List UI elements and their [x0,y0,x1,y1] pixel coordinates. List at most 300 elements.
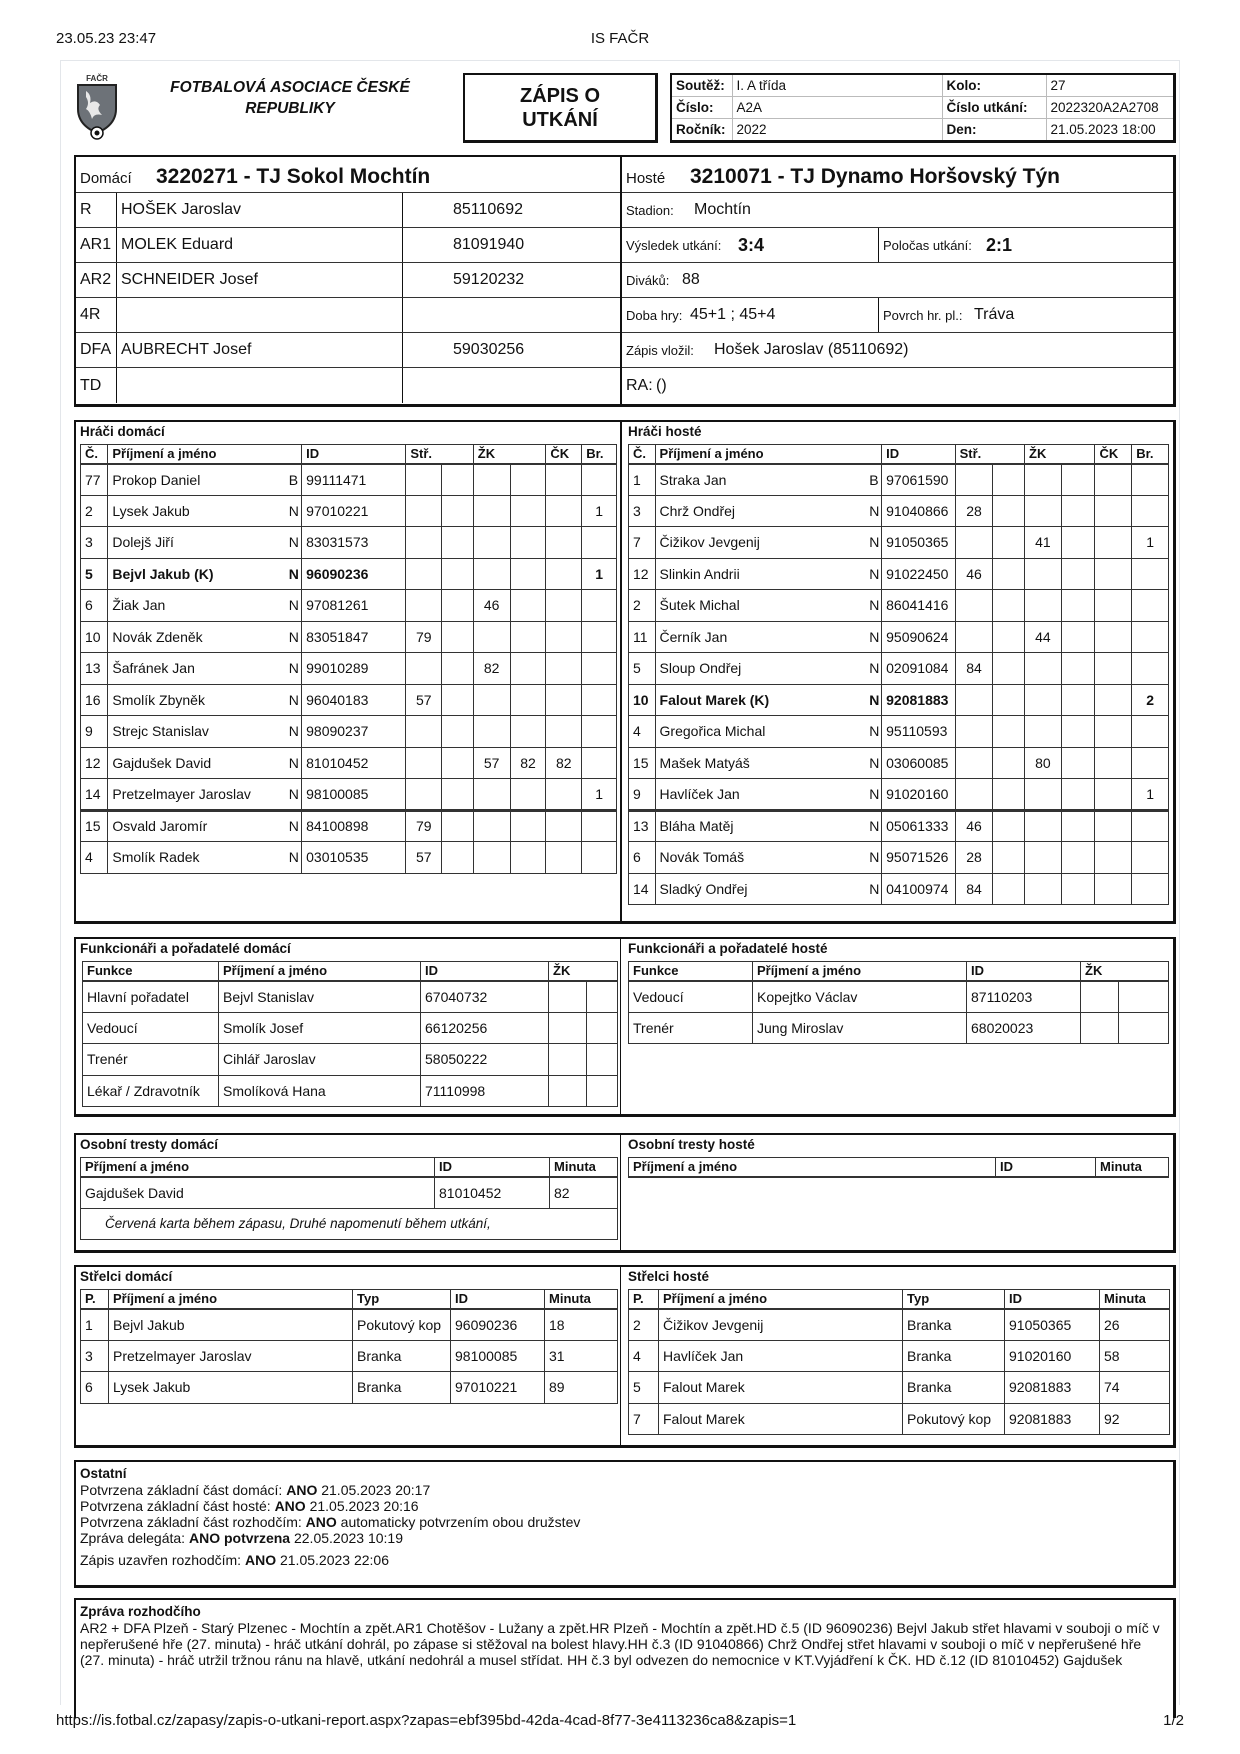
penalty-player-name: Gajdušek David [81,1177,435,1209]
player-number: 5 [81,558,108,590]
col-function: Funkce [629,962,753,981]
player-id: 95071526 [882,842,955,874]
player-row [629,590,1169,622]
goal-order: 4 [629,1340,659,1372]
goal-order: 3 [81,1340,109,1372]
scorers-header-row [81,1290,618,1309]
col-name: Příjmení a jméno [655,445,882,464]
yellow-card-minute [473,842,510,874]
player-id: 99111471 [302,464,406,496]
player-number: 14 [629,873,656,905]
yellow-card-minute: 41 [1025,527,1062,559]
scorer-name: Bejvl Jakub [109,1309,353,1341]
player-id: 86041416 [882,590,955,622]
yellow-card-minute [473,810,510,842]
player-number: 6 [81,590,108,622]
player-name: Chrž Ondřej [655,495,865,527]
sub-minute [955,590,993,622]
col-minute: Minuta [545,1290,618,1309]
sub-minute [955,621,993,653]
away-functionaries-title: Funkcionáři a pořadatelé hosté [628,941,828,956]
functionary-row [83,1044,618,1076]
player-number: 10 [81,621,108,653]
confirmation-detail: 21.05.2023 22:06 [276,1552,389,1568]
player-id: 97061590 [882,464,955,496]
player-id: 83031573 [302,527,406,559]
goals [582,716,617,748]
yellow-card-minute-2 [510,653,546,685]
sub-minute [406,779,442,811]
red-card-minute [1095,747,1132,779]
col-function: Funkce [83,962,219,981]
player-number: 12 [81,747,108,779]
sub-minute-2 [993,558,1025,590]
goals [582,621,617,653]
player-number: 2 [629,590,656,622]
col-name: Příjmení a jméno [659,1290,903,1309]
goals [1132,621,1169,653]
col-id: ID [435,1158,550,1177]
sub-minute-2 [442,842,474,874]
functionary-id: 68020023 [967,1012,1081,1044]
player-id: 96040183 [302,684,406,716]
sub-minute-2 [442,621,474,653]
sub-minute: 46 [955,558,993,590]
official-id [402,368,620,403]
player-row [81,747,617,779]
confirmation-line [80,1498,1169,1514]
sub-minute-2 [442,590,474,622]
sub-minute-2 [442,527,474,559]
sub-minute-2 [442,653,474,685]
duration-row: Doba hry: 45+1 ; 45+4 Povrch hr. pl.: Tráva [622,298,1173,333]
official-role: AR2 [80,271,112,288]
player-name: Slinkin Andrii [655,558,865,590]
goal-minute: 74 [1100,1372,1170,1404]
player-id: 84100898 [302,810,406,842]
penalty-row [81,1177,618,1209]
official-row [76,193,620,228]
match-details [620,157,1173,404]
official-row [76,333,620,368]
col-minute: Minuta [550,1158,618,1177]
col-minute: Minuta [1096,1158,1169,1177]
away-team-header: Hosté 3210071 - TJ Dynamo Horšovský Týn [622,157,1173,193]
sub-minute-2 [993,842,1025,874]
player-row [81,527,617,559]
col-yellow-card: ŽK [473,445,546,464]
player-number: 16 [81,684,108,716]
player-number: 6 [629,842,656,874]
yellow-card-2 [587,1012,618,1044]
sub-minute [955,779,993,811]
player-row [81,495,617,527]
official-id: 59120232 [402,263,620,297]
player-type: N [865,810,881,842]
sub-minute: 84 [955,653,993,685]
scorer-row [629,1372,1170,1404]
goal-minute: 58 [1100,1340,1170,1372]
col-minute: Minuta [1100,1290,1170,1309]
goals: 1 [582,495,617,527]
official-id: 81091940 [402,228,620,262]
sub-minute: 46 [955,810,993,842]
player-name: Gajdušek David [108,747,285,779]
goals [582,747,617,779]
official-role: TD [80,376,102,394]
red-card-minute [546,810,582,842]
yellow-card-minute-2 [510,464,546,496]
player-number: 7 [629,527,656,559]
yellow-card-minute-2 [510,810,546,842]
red-card-minute [546,558,582,590]
scorer-id: 92081883 [1005,1372,1100,1404]
player-id: 03010535 [302,842,406,874]
player-id: 91022450 [882,558,955,590]
red-card-minute: 82 [546,747,582,779]
player-id: 91040866 [882,495,955,527]
player-row [81,779,617,811]
sub-minute: 57 [406,842,442,874]
confirmation-detail: 22.05.2023 10:19 [290,1530,403,1546]
player-id: 03060085 [882,747,955,779]
official-role: DFA [80,341,112,358]
confirmation-line [80,1530,1169,1546]
yellow-card-minute [473,621,510,653]
confirmation-status: ANO [274,1498,306,1514]
players-header-row [629,445,1169,464]
player-type: N [285,810,302,842]
yellow-card-1 [549,1075,587,1107]
player-name: Havlíček Jan [655,779,865,811]
official-row [76,228,620,263]
sub-minute-2 [993,684,1025,716]
official-row [76,263,620,298]
sub-minute [955,716,993,748]
player-row [629,873,1169,905]
red-card-minute [546,842,582,874]
away-team-name: 3210071 - TJ Dynamo Horšovský Týn [690,165,1061,188]
sub-minute-2 [993,621,1025,653]
goal-type: Pokutový kop [353,1309,451,1341]
red-card-minute [546,590,582,622]
sub-minute [406,527,442,559]
result-row: Výsledek utkání: 3:4 Poločas utkání: 2:1 [622,228,1173,263]
player-row [629,716,1169,748]
player-type: N [285,716,302,748]
confirmation-label: Zpráva delegáta: [80,1530,189,1546]
goal-order: 2 [629,1309,659,1341]
yellow-card-2 [587,1075,618,1107]
print-footer [56,1712,1184,1732]
red-card-minute [1095,653,1132,685]
sub-minute-2 [442,558,474,590]
play-duration: 45+1 ; 45+4 [690,306,776,323]
scorer-id: 98100085 [451,1340,545,1372]
match-info-box: Soutěž: I. A třída Kolo: 27 Číslo: A2A Číslo utkání: 2022320A2A2708 Ročník: 2022 Den: 21.05.2023 18:00 [670,73,1176,143]
official-role: AR1 [80,236,112,253]
yellow-card-minute-2 [1061,590,1095,622]
spectators-row: Diváků: 88 [622,263,1173,298]
red-card-minute [1095,873,1132,905]
col-name: Příjmení a jméno [753,962,967,981]
goals: 1 [1132,779,1169,811]
stadium-row: Stadion: Mochtín [622,193,1173,228]
col-substitution: Stř. [955,445,1024,464]
yellow-card-minute-2 [510,621,546,653]
sub-minute: 28 [955,842,993,874]
player-type: N [865,495,881,527]
functionary-row [83,1075,618,1107]
player-id: 95110593 [882,716,955,748]
functionary-role: Lékař / Zdravotník [83,1075,219,1107]
goals [1132,716,1169,748]
yellow-card-minute [1025,558,1062,590]
home-scorers-table [80,1289,618,1404]
goals [1132,495,1169,527]
sub-minute-2 [993,779,1025,811]
player-type: N [865,747,881,779]
player-row [629,779,1169,811]
entered-by: Hošek Jaroslav (85110692) [714,341,909,358]
player-type: N [865,716,881,748]
red-card-minute [1095,779,1132,811]
player-number: 1 [629,464,656,496]
sub-minute-2 [993,590,1025,622]
document-title: ZÁPIS O UTKÁNÍ [463,73,658,143]
functionaries-header-row [629,962,1169,981]
yellow-card-1 [549,1044,587,1076]
goals [582,590,617,622]
yellow-card-minute-2 [1061,684,1095,716]
yellow-card-1 [549,981,587,1013]
player-row [81,810,617,842]
functionary-name: Smolík Josef [219,1012,421,1044]
sub-minute-2 [993,873,1025,905]
confirmation-label: Potvrzena základní část rozhodčím: [80,1514,306,1530]
functionary-id: 67040732 [421,981,549,1013]
player-row [629,842,1169,874]
col-id: ID [967,962,1081,981]
col-name: Příjmení a jméno [109,1290,353,1309]
col-id: ID [882,445,955,464]
player-type: N [285,558,302,590]
sub-minute-2 [993,464,1025,496]
player-type: N [865,873,881,905]
official-id [402,298,620,332]
yellow-card-minute-2 [1061,495,1095,527]
red-card-minute [546,495,582,527]
player-row [629,464,1169,496]
col-id: ID [421,962,549,981]
player-id: 05061333 [882,810,955,842]
red-card-minute [546,716,582,748]
yellow-card-minute [1025,495,1062,527]
player-type: B [285,464,302,496]
player-number: 9 [629,779,656,811]
official-row [76,298,620,333]
red-card-minute [546,527,582,559]
official-name [116,298,402,332]
player-row [629,747,1169,779]
player-name: Falout Marek (K) [655,684,865,716]
official-name: AUBRECHT Josef [116,333,402,367]
yellow-card-minute-2 [1061,621,1095,653]
sub-minute [406,590,442,622]
ra-row: RA: () [622,368,1173,403]
scorer-id: 97010221 [451,1372,545,1404]
col-name: Příjmení a jméno [629,1158,996,1177]
yellow-card-minute [1025,684,1062,716]
confirmation-detail: 21.05.2023 20:16 [305,1498,419,1514]
scorer-name: Havlíček Jan [659,1340,903,1372]
yellow-card-minute-2 [1061,842,1095,874]
player-id: 97010221 [302,495,406,527]
official-role: R [80,201,92,218]
goals [582,810,617,842]
home-functionaries-title: Funkcionáři a pořadatelé domácí [80,941,291,956]
goals [1132,590,1169,622]
sub-minute [406,716,442,748]
home-team-name: 3220271 - TJ Sokol Mochtín [156,165,431,188]
facr-shield-icon [72,73,122,141]
player-id: 97081261 [302,590,406,622]
player-number: 5 [629,653,656,685]
yellow-card-minute-2 [1061,810,1095,842]
facr-logo [72,73,122,139]
sub-minute-2 [993,495,1025,527]
svg-text:FAČR: FAČR [86,74,108,83]
player-type: N [865,590,881,622]
sub-minute-2 [442,716,474,748]
yellow-card-1 [549,1012,587,1044]
col-id: ID [1005,1290,1100,1309]
player-number: 4 [81,842,108,874]
red-card-minute [546,464,582,496]
home-team-header: Domácí 3220271 - TJ Sokol Mochtín [76,157,620,193]
yellow-card-minute-2 [510,842,546,874]
player-name: Mašek Matyáš [655,747,865,779]
print-site-title: IS FAČR [590,30,650,47]
yellow-card-minute [1025,716,1062,748]
player-name: Sloup Ondřej [655,653,865,685]
goal-type: Pokutový kop [903,1403,1005,1435]
home-players-table [80,444,617,874]
sub-minute [955,464,993,496]
scorer-name: Čižikov Jevgenij [659,1309,903,1341]
goals: 1 [582,779,617,811]
player-type: N [865,653,881,685]
player-name: Žiak Jan [108,590,285,622]
col-goals: Br. [582,445,617,464]
away-scorers-title: Střelci hosté [628,1269,710,1284]
yellow-card-minute [473,716,510,748]
red-card-minute [546,653,582,685]
yellow-card-minute [473,558,510,590]
col-substitution: Stř. [406,445,473,464]
competition-code: A2A [732,97,942,119]
functionary-role: Hlavní pořadatel [83,981,219,1013]
penalties-block [74,1133,1176,1253]
yellow-card-2 [587,1044,618,1076]
penalties-header-row [629,1158,1169,1177]
functionary-id: 87110203 [967,981,1081,1013]
goals [582,684,617,716]
player-number: 13 [81,653,108,685]
col-yellow-card: ŽK [1081,962,1169,981]
halftime-score: 2:1 [986,234,1013,255]
player-number: 13 [629,810,656,842]
goal-type: Branka [903,1309,1005,1341]
player-type: N [285,842,302,874]
player-row [629,527,1169,559]
official-role: 4R [80,306,101,323]
player-type: N [285,621,302,653]
player-type: N [285,779,302,811]
official-row [76,368,620,403]
yellow-card-minute-2 [510,716,546,748]
goals [1132,810,1169,842]
red-card-minute [1095,464,1132,496]
player-name: Straka Jan [655,464,865,496]
referee-report-block [74,1598,1176,1718]
functionary-row [629,1012,1169,1044]
goal-minute: 89 [545,1372,618,1404]
functionary-id: 71110998 [421,1075,549,1107]
yellow-card-minute: 80 [1025,747,1062,779]
page-url: https://is.fotbal.cz/zapasy/zapis-o-utkani-report.aspx?zapas=ebf395bd-42da-4cad-8f77-3e4113236ca8&zapis=1 [56,1712,797,1729]
penalty-note-row [81,1208,618,1239]
player-row [629,495,1169,527]
functionaries-block [74,937,1176,1117]
home-penalties-title: Osobní tresty domácí [80,1137,219,1152]
goal-order: 7 [629,1403,659,1435]
player-name: Pretzelmayer Jaroslav [108,779,285,811]
goals: 1 [1132,527,1169,559]
goals [1132,558,1169,590]
goal-type: Branka [353,1340,451,1372]
players-header-row [81,445,617,464]
players-block [74,420,1176,924]
red-card-minute [1095,495,1132,527]
functionary-role: Vedoucí [83,1012,219,1044]
col-number: Č. [81,445,108,464]
yellow-card-2 [587,981,618,1013]
away-players-table [628,444,1169,905]
yellow-card-minute-2 [510,527,546,559]
scorer-id: 96090236 [451,1309,545,1341]
scorer-id: 92081883 [1005,1403,1100,1435]
sub-minute-2 [993,653,1025,685]
player-number: 12 [629,558,656,590]
player-name: Novák Zdeněk [108,621,285,653]
player-row [81,464,617,496]
player-number: 3 [81,527,108,559]
sub-minute-2 [993,527,1025,559]
home-players-title: Hráči domácí [80,424,165,439]
yellow-card-minute-2 [1061,873,1095,905]
player-number: 9 [81,716,108,748]
sub-minute: 84 [955,873,993,905]
goals: 2 [1132,684,1169,716]
away-penalties-table [628,1157,1169,1178]
official-name [116,368,402,403]
scorers-block [74,1265,1176,1448]
player-number: 10 [629,684,656,716]
player-number: 4 [629,716,656,748]
sub-minute [406,558,442,590]
col-yellow-card: ŽK [1025,445,1095,464]
